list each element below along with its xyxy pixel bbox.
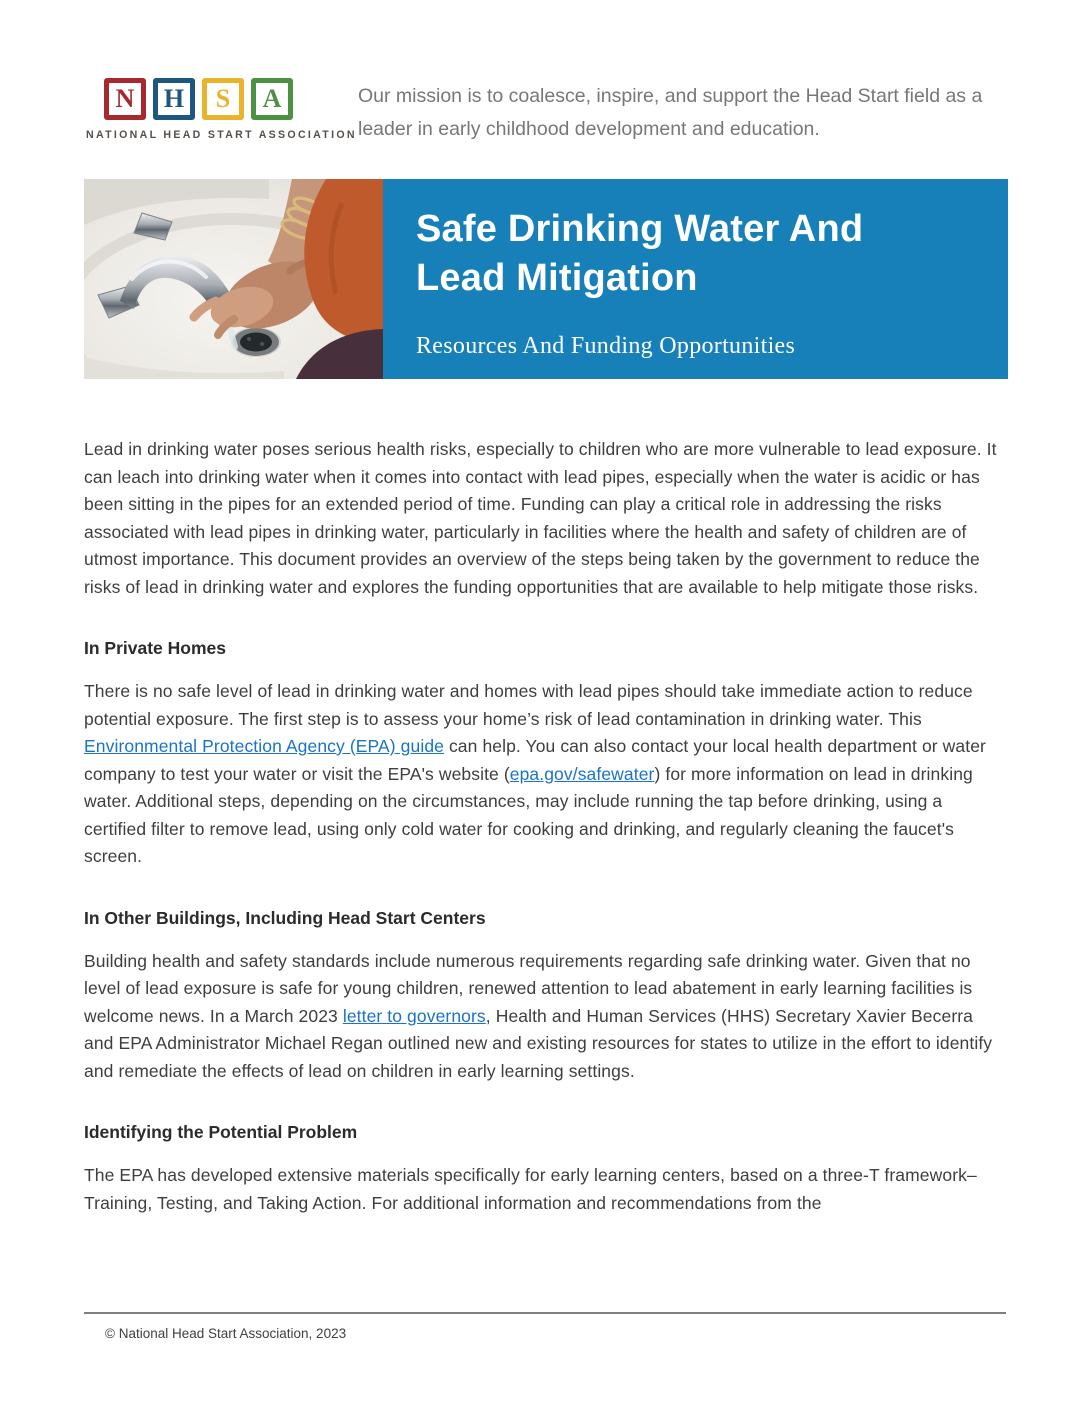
footer-divider [84,1312,1006,1314]
logo-caption: NATIONAL HEAD START ASSOCIATION [86,129,357,141]
text-run: can help. You can also contact your local health department or water company to test your water or visit the EPA's website ( [84,736,986,784]
text-run: , Health and Human Services (HHS) Secretary Xavier Becerra and EPA Administrator Michael Regan outlined new and existing resources for states to utilize in the effort to identify and remediate the effects of lead on children in early learning settings. [84,1005,993,1081]
body-paragraph [84,678,1006,871]
hero-banner [84,179,1008,379]
logo-blocks [104,78,309,120]
text-run: ) for more information on lead in drinking water. Additional steps, depending on the circumstances, may include running the tap before drinking, using a certified filter to remove lead, using only cold water for cooking and drinking, and regularly cleaning the faucet's screen. [84,763,973,866]
page-title-line2: Lead Mitigation [416,257,698,299]
mission-statement: Our mission is to coalesce, inspire, and support the Head Start field as a leader in early childhood development and education. [358,85,983,140]
text-run: The EPA has developed extensive materials specifically for early learning centers, based on a three-T framework–Training, Testing, and Taking Action. For additional information and recommendations from the [84,1165,977,1213]
page-footer [84,1312,1006,1341]
section-heading: Identifying the Potential Problem [84,1122,358,1142]
inline-link[interactable]: Environmental Protection Agency (EPA) guide [84,736,444,756]
text-run: Building health and safety standards include numerous requirements regarding safe drinking water. Given that no level of lead exposure is safe for young children, renewed attention to lead abatement in early learning facilities is welcome news. In a March 2023 [84,950,973,1026]
document-body [84,436,1006,1217]
body-paragraph [84,436,1006,601]
page-title [416,205,978,303]
section-heading: In Private Homes [84,638,226,658]
text-run: Lead in drinking water poses serious health risks, especially to children who are more vulnerable to lead exposure. It can leach into drinking water when it comes into contact with lead pipes, especially when the water is acidic or has been sitting in the pipes for an extended period of time. Funding can play a critical role in addressing the risks associated with lead pipes in drinking water, particularly in facilities where the health and safety of children are of utmost importance. This document provides an overview of the steps being taken by the government to reduce the risks of lead in drinking water and explores the funding opportunities that are available to help mitigate those risks. [84,439,997,597]
inline-link[interactable]: epa.gov/safewater [509,763,655,784]
logo-letter-block: A [251,78,293,120]
copyright-text: © National Head Start Association, 2023 [105,1326,347,1341]
page-title-line1: Safe Drinking Water And [416,208,864,250]
logo-letter-block: H [153,78,195,120]
body-paragraph [84,948,1006,1086]
header-row [0,0,1088,146]
logo-letter-block: N [104,78,146,120]
section-heading: In Other Buildings, Including Head Start Centers [84,907,486,928]
hero-band [383,179,1008,379]
body-paragraph [84,1162,1006,1217]
inline-link[interactable]: letter to governors [342,1005,486,1026]
page-subtitle: Resources And Funding Opportunities [416,333,796,359]
logo-letter-block: S [202,78,244,120]
text-run: There is no safe level of lead in drinking water and homes with lead pipes should take immediate action to reduce potential exposure. The first step is to assess your home’s risk of lead contamination in drinking water. This [84,681,973,729]
nhsa-logo [84,78,357,141]
handwashing-photo [84,179,383,379]
